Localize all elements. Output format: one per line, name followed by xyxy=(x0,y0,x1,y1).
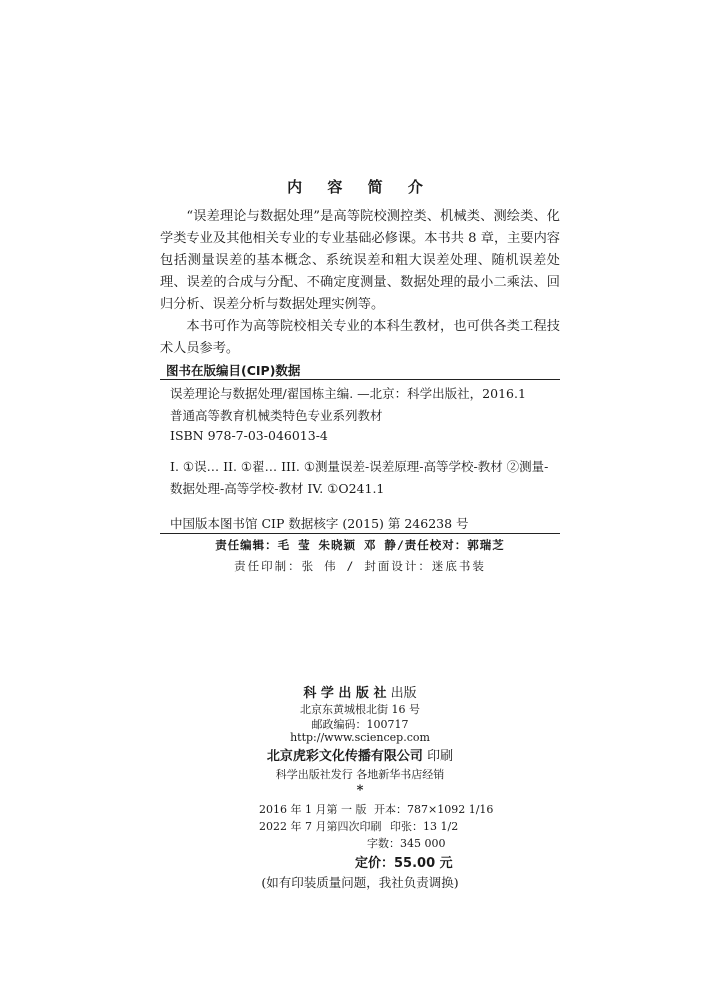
printer-name: 北京虎彩文化传播有限公司 xyxy=(266,749,423,764)
publisher-line xyxy=(0,682,720,701)
cip-bottom-rule xyxy=(160,533,560,534)
publisher-name: 科 学 出 版 社 xyxy=(303,686,387,701)
cip-record-line: 中国版本图书馆 CIP 数据核字 (2015) 第 246238 号 xyxy=(170,516,469,531)
publisher-postcode: 邮政编码：100717 xyxy=(311,718,409,731)
cip-top-rule xyxy=(160,379,560,380)
cip-title-line: 误差理论与数据处理/翟国栋主编. —北京：科学出版社，2016.1 xyxy=(170,386,526,401)
cip-classification: I. ①误… II. ①翟… III. ①测量误差-误差原理-高等学校-教材 ②测量-数据处理-高等学校-教材 IV. ①O241.1 xyxy=(170,459,549,496)
format-info: 开本：787×1092 1/16 xyxy=(374,803,494,816)
printer-suffix: 印刷 xyxy=(427,749,454,764)
editor-credits: 责任编辑：毛 莹 朱晓颖 邓 静/责任校对：郭瑞芝 xyxy=(215,538,505,552)
sheets-info: 印张：13 1/2 xyxy=(390,820,459,833)
publisher-url: http://www.sciencep.com xyxy=(290,731,430,744)
price: 定价：55.00 元 xyxy=(355,856,453,871)
quality-notice: (如有印装质量问题，我社负责调换) xyxy=(261,875,459,890)
cip-heading: 图书在版编目(CIP)数据 xyxy=(166,363,301,378)
publisher-address: 北京东黄城根北街 16 号 xyxy=(300,703,420,716)
production-credits: 责任印制：张 伟 / 封面设计：迷底书装 xyxy=(234,559,486,573)
cip-series-line: 普通高等教育机械类特色专业系列教材 xyxy=(170,408,383,423)
publisher-suffix: 出版 xyxy=(390,686,417,701)
summary-paragraph-2: 本书可作为高等院校相关专业的本科生教材，也可供各类工程技术人员参考。 xyxy=(160,319,560,356)
printer-line xyxy=(0,745,720,764)
summary-paragraph-1: “误差理论与数据处理”是高等院校测控类、机械类、测绘类、化学类专业及其他相关专业的专业基础必修课。本书共 8 章，主要内容包括测量误差的基本概念、系统误差和粗大误差处理、随机误差处理、误差的合成与分配、不确定度测量、数据处理的最小二乘法、回归分析、误差分析与数据处理实例等。 xyxy=(160,209,560,312)
word-count: 字数：345 000 xyxy=(367,837,446,850)
content-summary xyxy=(160,206,560,360)
page-title: 内 容 简 介 xyxy=(287,178,433,196)
edition-info: 2016 年 1 月第 一 版 xyxy=(259,803,367,816)
distribution-line: 科学出版社发行 各地新华书店经销 xyxy=(275,768,445,781)
separator-star: * xyxy=(356,783,364,798)
impression-info: 2022 年 7 月第四次印刷 xyxy=(259,820,382,833)
cip-isbn-line: ISBN 978-7-03-046013-4 xyxy=(170,428,328,443)
